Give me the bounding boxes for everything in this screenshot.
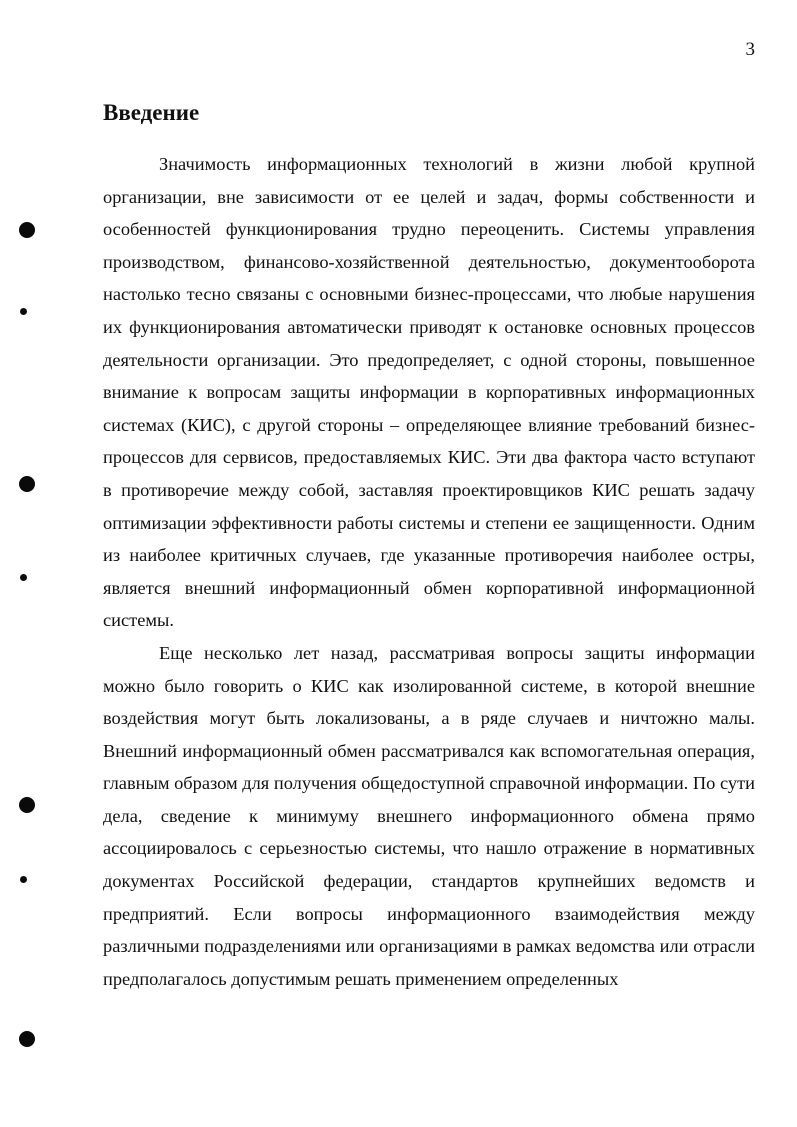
- page-number: 3: [745, 39, 755, 60]
- paragraph-line: эффективности работы системы и степени ее защищенности. Одним из: [103, 512, 755, 566]
- paragraph-line: особенностей функционирования трудно переоценить. Системы управления: [103, 219, 755, 240]
- paragraph-line: или отрасли предполагалось допустимым решать применением определенных: [103, 936, 755, 989]
- punch-hole-mark: [20, 574, 27, 581]
- paragraph-line: операция, главным образом для получения общедоступной справочной: [103, 740, 755, 794]
- punch-hole-mark: [19, 476, 35, 492]
- paragraph-line: Еще несколько лет назад, рассматривая вопросы защиты информации: [159, 642, 755, 663]
- paragraph-line: нарушения их функционирования автоматически приводят к остановке: [103, 284, 755, 337]
- paragraph-line: является внешний информационный обмен корпоративной информационной: [103, 577, 755, 598]
- paragraph-line: предоставляемых КИС. Эти два фактора часто вступают в противоречие между: [103, 447, 755, 500]
- paragraph-line: системы.: [103, 610, 174, 631]
- body-text: [103, 148, 755, 995]
- paragraph-line: в нормативных документах Российской федерации, стандартов крупнейших: [103, 838, 755, 892]
- paragraph-line: воздействия могут быть локализованы, а в ряде случаев и ничтожно малы.: [103, 708, 755, 729]
- punch-hole-mark: [19, 222, 35, 238]
- punch-hole-mark: [20, 876, 27, 883]
- paragraph-line: информации. По сути дела, сведение к минимуму внешнего информационного: [103, 773, 755, 826]
- punch-hole-mark: [19, 797, 35, 813]
- paragraph-line: наиболее критичных случаев, где указанные противоречия наиболее остры,: [129, 545, 755, 566]
- paragraph-line: основных процессов деятельности организации. Это предопределяет, с одной: [103, 316, 755, 370]
- punch-hole-mark: [20, 308, 27, 315]
- paragraph-line: производством, финансово-хозяйственной деятельностью, документооборота: [103, 251, 755, 272]
- paragraph-line: Внешний информационный обмен рассматривался как вспомогательная: [103, 740, 673, 761]
- punch-hole-mark: [19, 1031, 35, 1047]
- paragraph-line: обмена прямо ассоциировалось с серьезностью системы, что нашло отражение: [103, 805, 755, 859]
- paragraph-line: Значимость информационных технологий в жизни любой крупной: [159, 154, 755, 174]
- paragraph-line: определяющее влияние требований бизнес-процессов для сервисов,: [103, 414, 755, 468]
- paragraph-line: стороны, повышенное внимание к вопросам защиты информации в: [103, 349, 755, 403]
- paragraph-line: организации, вне зависимости от ее целей и задач, формы собственности и: [103, 186, 755, 207]
- paragraph-1: [103, 148, 755, 637]
- section-heading: Введение: [103, 100, 200, 125]
- paragraph-line: ведомств и предприятий. Если вопросы информационного взаимодействия: [103, 871, 755, 924]
- paragraph-line: настолько тесно связаны с основными бизнес-процессами, что любые: [103, 284, 663, 305]
- paragraph-line: между различными подразделениями или организациями в рамках ведомства: [103, 903, 755, 957]
- paragraph-line: можно было говорить о КИС как изолированной системе, в которой внешние: [103, 675, 755, 696]
- paragraph-2: [103, 637, 755, 996]
- paragraph-line: собой, заставляя проектировщиков КИС решать задачу оптимизации: [103, 479, 755, 533]
- paragraph-line: корпоративных информационных системах (КИС), с другой стороны –: [103, 382, 755, 435]
